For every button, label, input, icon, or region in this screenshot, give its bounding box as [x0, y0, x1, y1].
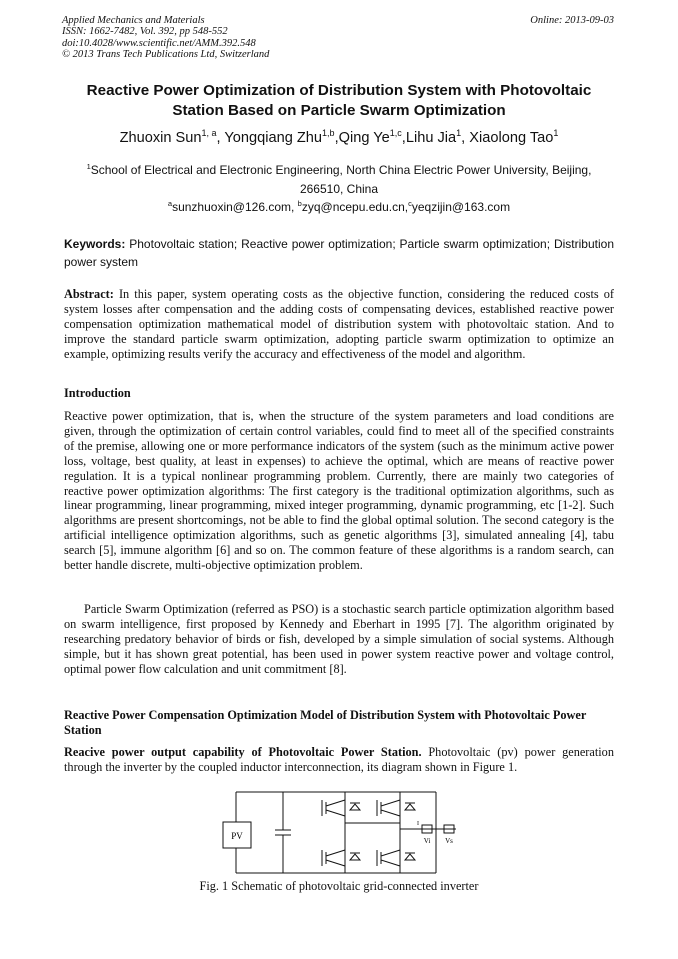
online-date: Online: 2013-09-03 — [530, 15, 614, 26]
keywords: Keywords: Photovoltaic station; Reactive power optimization; Particle swarm optimization; Distribution power system — [64, 237, 614, 269]
author: Zhuoxin Sun$^{1, a}$ — [119, 128, 217, 146]
section-heading: Reactive Power Compensation Optimization Model of Distribution System with Photovoltaic Power Station — [64, 708, 587, 737]
title-line-1: Reactive Power Optimization of Distribution System with Photovoltaic — [86, 82, 592, 99]
abstract: Abstract: In this paper, system operating costs as the objective function, considering the reduced costs of system losses after compensation and the adding costs of compensating devices, established reactive power compensation optimization mathematical model of distribution system with photovoltaic station. And to improve the standard particle swarm optimization, adopting particle swarm optimization to optimize an example, optimizing results verify the accuracy and effectiveness of the model and algorithm. — [64, 287, 614, 361]
doi-line: doi:10.4028/www.scientific.net/AMM.392.548 — [62, 37, 256, 49]
vs-label: Vs — [445, 837, 453, 845]
pv-label: PV — [231, 831, 243, 841]
title-line-2: Station Based on Particle Swarm Optimization — [172, 102, 506, 119]
copyright-line: © 2013 Trans Tech Publications Ltd, Switzerland — [62, 49, 270, 61]
author: Lihu Jia$^1$ — [405, 128, 462, 146]
issn-line: ISSN: 1662-7482, Vol. 392, pp 548-552 — [62, 26, 228, 38]
author-list: Zhuoxin Sun$^{1, a}$, Yongqiang Zhu$^{1,b}$,Qing Ye$^{1,c}$,Lihu Jia$^1$, Xiaolong Tao$^1$ — [119, 128, 559, 146]
vi-label: Vi — [423, 837, 431, 845]
section-heading-introduction: Introduction — [64, 386, 131, 400]
author: Xiaolong Tao$^1$ — [469, 128, 559, 146]
journal-name: Applied Mechanics and Materials — [62, 15, 205, 26]
author-emails: $^a$sunzhuoxin@126.com, $^b$zyq@ncepu.edu.cn,$^c$yeqzijin@163.com — [167, 199, 511, 214]
paragraph: Reactive power optimization, that is, when the structure of the system parameters and load conditions are given, through the optimization of certain control variables, could find to meet all of the specified constraints of the premise, allowing one or more performance indicators of the system (such as the minimum active power loss, voltage, best quality, at least in expenses) to achieve the optimal, which are means of reactive power regulation. It is a typical nonlinear programming problem. Currently, there are mainly two categories of reactive power optimization algorithms: The first category is the traditional optimization algorithms, such as linear programming, linear programming, mixed integer programming, dynamic programming, etc [1-2]. Such algorithms are present shortcomings, not be able to find the global optimal solution. The second category is the artificial intelligence optimization algorithms, such as genetic algorithms [3], simulated annealing [4], tabu search [5], immune algorithm [6] and so on. The common feature of these algorithms is a random search, can better handle discrete, multi-objective optimization problem. — [64, 409, 614, 573]
figure-caption: Fig. 1 Schematic of photovoltaic grid-connected inverter — [199, 879, 479, 893]
author: Qing Ye$^{1,c}$ — [338, 128, 402, 146]
current-label: I — [417, 821, 419, 827]
author: Yongqiang Zhu$^{1,b}$ — [224, 128, 335, 146]
paragraph: Reacive power output capability of Photovoltaic Power Station. Photovoltaic (pv) power generation through the inverter by the coupled inductor interconnection, its diagram shown in Figure 1. — [64, 745, 614, 774]
affiliation: $^1$School of Electrical and Electronic Engineering, North China Electric Power University, Beijing, 266510, China — [86, 162, 592, 196]
paragraph: Particle Swarm Optimization (referred as PSO) is a stochastic search particle optimization algorithm based on swarm intelligence, first proposed by Kennedy and Eberhart in 1995 [7]. The algorithm originated by researching predatory behavior of birds or fish, developed by a simple simulation of social systems. Although simple, but it has shown great potential, has been used in power system reactive power and voltage control, optimal power flow calculation and unit commitment [8]. — [64, 602, 614, 676]
